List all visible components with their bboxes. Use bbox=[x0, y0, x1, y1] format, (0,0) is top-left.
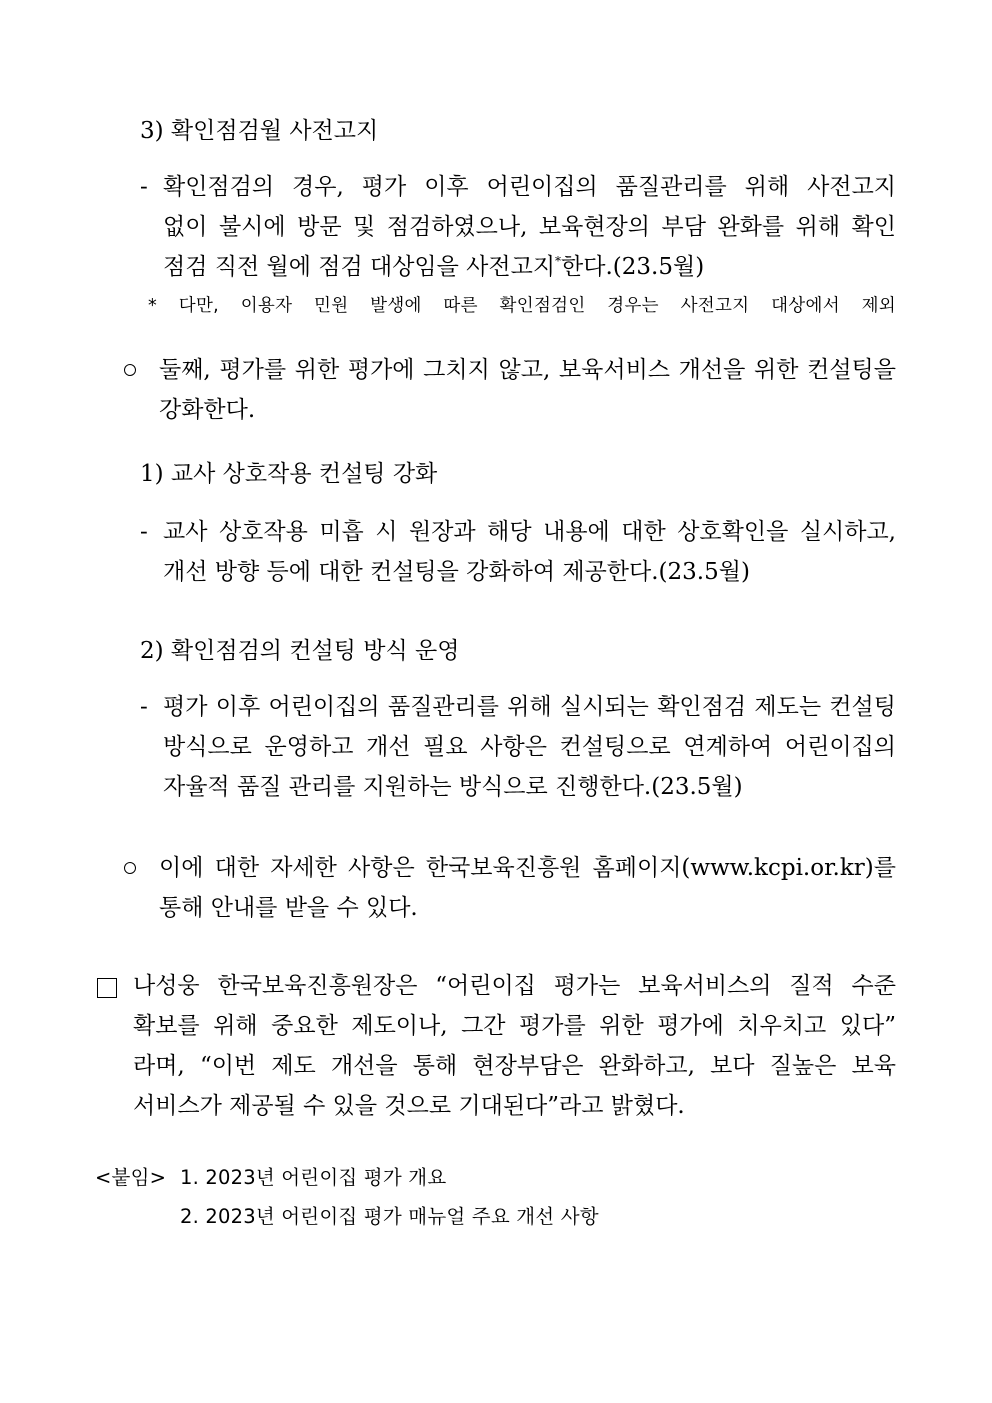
quote-line: 나성웅 한국보육진흥원장은 “어린이집 평가는 보육서비스의 질적 수준 bbox=[133, 973, 896, 999]
bullet-dash: - bbox=[140, 694, 148, 720]
paragraph-line: 교사 상호작용 미흡 시 원장과 해당 내용에 대한 상호확인을 실시하고, bbox=[163, 519, 896, 545]
paragraph-line: 통해 안내를 받을 수 있다. bbox=[159, 895, 418, 921]
quote-line: 서비스가 제공될 수 있을 것으로 기대된다”라고 밝혔다. bbox=[133, 1093, 685, 1119]
footnote-marker: * bbox=[555, 254, 562, 268]
circle-bullet-icon bbox=[124, 862, 136, 874]
paragraph-line: 점검 직전 월에 점검 대상임을 사전고지*한다.(23.5월) bbox=[163, 254, 705, 280]
paragraph-line: 개선 방향 등에 대한 컨설팅을 강화하여 제공한다.(23.5월) bbox=[163, 559, 750, 585]
attachment-label: <붙임> bbox=[95, 1166, 167, 1189]
paragraph-line: 이에 대한 자세한 사항은 한국보육진흥원 홈페이지(www.kcpi.or.kr)를 bbox=[159, 855, 896, 881]
paragraph-line: 방식으로 운영하고 개선 필요 사항은 컨설팅으로 연계하여 어린이집의 bbox=[163, 734, 896, 760]
paragraph-line: 없이 불시에 방문 및 점검하였으나, 보육현장의 부담 완화를 위해 확인 bbox=[163, 214, 896, 240]
paragraph-line: 자율적 품질 관리를 지원하는 방식으로 진행한다.(23.5월) bbox=[163, 774, 743, 800]
bullet-dash: - bbox=[140, 174, 148, 200]
section-1-heading: 1) 교사 상호작용 컨설팅 강화 bbox=[140, 461, 438, 487]
quote-line: 라며, “이번 제도 개선을 통해 현장부담은 완화하고, 보다 질높은 보육 bbox=[133, 1053, 896, 1079]
paragraph-line: 둘째, 평가를 위한 평가에 그치지 않고, 보육서비스 개선을 위한 컨설팅을 bbox=[159, 357, 896, 383]
footnote: * 다만, 이용자 민원 발생에 따른 확인점검인 경우는 사전고지 대상에서 제외 bbox=[148, 296, 896, 316]
quote-line: 확보를 위해 중요한 제도이나, 그간 평가를 위한 평가에 치우치고 있다” bbox=[133, 1013, 896, 1039]
attachment-item: 2. 2023년 어린이집 평가 매뉴얼 주요 개선 사항 bbox=[180, 1205, 599, 1228]
paragraph-line: 평가 이후 어린이집의 품질관리를 위해 실시되는 확인점검 제도는 컨설팅 bbox=[163, 694, 896, 720]
bullet-dash: - bbox=[140, 519, 148, 545]
square-bullet-icon bbox=[97, 978, 117, 998]
circle-bullet-icon bbox=[124, 364, 136, 376]
paragraph-line: 강화한다. bbox=[159, 397, 256, 423]
section-2-heading: 2) 확인점검의 컨설팅 방식 운영 bbox=[140, 638, 460, 664]
attachment-item: 1. 2023년 어린이집 평가 개요 bbox=[180, 1166, 447, 1189]
paragraph-line: 확인점검의 경우, 평가 이후 어린이집의 품질관리를 위해 사전고지 bbox=[163, 174, 896, 200]
section-3-heading: 3) 확인점검월 사전고지 bbox=[140, 118, 379, 144]
